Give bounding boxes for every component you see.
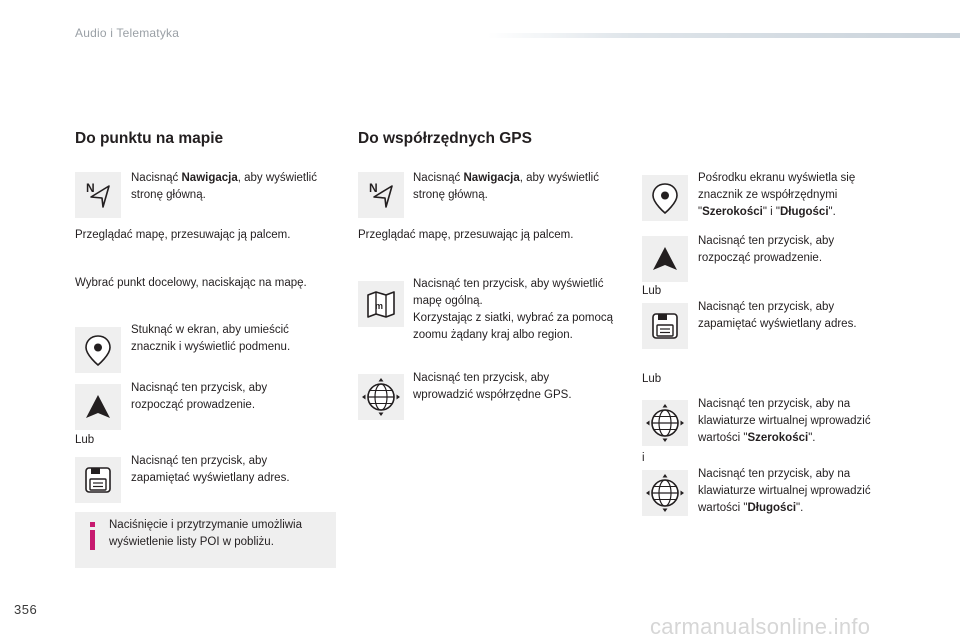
- map-pin-icon: [75, 327, 121, 373]
- info-note: [75, 512, 336, 568]
- left-browse-text: Przeglądać mapę, przesuwając ją palcem.: [75, 229, 291, 241]
- section-title-map-point: Do punktu na mapie: [75, 130, 224, 147]
- watermark: carmanualsonline.info: [650, 614, 871, 639]
- right-latitude-text: Nacisnąć ten przycisk, aby na klawiaturze wirtualnej wprowadzić wartości "Szerokości".: [698, 398, 871, 444]
- middle-browse-text: Przeglądać mapę, przesuwając ją palcem.: [358, 229, 574, 241]
- right-longitude-text: Nacisnąć ten przycisk, aby na klawiaturze wirtualnej wprowadzić wartości "Długości".: [698, 468, 871, 514]
- right-save-text: Nacisnąć ten przycisk, aby zapamiętać wyświetlany adres.: [698, 301, 857, 330]
- middle-step-navigation-text: Nacisnąć Nawigacja, aby wyświetlić stronę główną.: [413, 172, 599, 201]
- svg-text:N: N: [369, 181, 378, 195]
- right-or-text-2: Lub: [642, 373, 662, 385]
- info-note-text: Naciśnięcie i przytrzymanie umożliwia wyświetlenie listy POI w pobliżu.: [109, 519, 303, 548]
- left-select-text: Wybrać punkt docelowy, naciskając na mapę.: [75, 277, 307, 289]
- info-icon: [90, 522, 95, 550]
- left-or-text: Lub: [75, 434, 95, 446]
- right-marker-text: Pośrodku ekranu wyświetla się znacznik ze współrzędnymi "Szerokości" i "Długości".: [698, 172, 856, 218]
- svg-text:N: N: [86, 181, 95, 195]
- map-pin-icon: [642, 175, 688, 221]
- page-number: 356: [14, 602, 38, 617]
- left-save-text: Nacisnąć ten przycisk, aby zapamiętać wyświetlany adres.: [131, 455, 290, 484]
- navigation-icon: [358, 172, 404, 218]
- start-guidance-icon: [75, 384, 121, 430]
- header-divider: [488, 33, 960, 38]
- right-and-text: i: [642, 452, 645, 464]
- section-title-gps: Do współrzędnych GPS: [358, 130, 532, 147]
- navigation-icon: [75, 172, 121, 218]
- header-title: Audio i Telematyka: [75, 26, 180, 40]
- middle-overview-line1: Nacisnąć ten przycisk, aby wyświetlić mapę ogólną.: [413, 278, 604, 307]
- world-map-icon: [358, 281, 404, 327]
- svg-text:m: m: [375, 301, 384, 311]
- left-tap-text: Stuknąć w ekran, aby umieścić znacznik i wyświetlić podmenu.: [131, 324, 291, 353]
- middle-gps-text: Nacisnąć ten przycisk, aby wprowadzić współrzędne GPS.: [413, 372, 572, 401]
- start-guidance-icon: [642, 236, 688, 282]
- right-or-text-1: Lub: [642, 285, 662, 297]
- middle-overview-line2: Korzystając z siatki, wybrać za pomocą zoomu żądany kraj albo region.: [413, 312, 614, 341]
- globe-icon: [642, 470, 688, 516]
- globe-icon: [642, 400, 688, 446]
- left-start-text: Nacisnąć ten przycisk, aby rozpocząć prowadzenie.: [131, 382, 268, 411]
- middle-overview-text: [413, 276, 625, 344]
- save-icon: [642, 303, 688, 349]
- save-icon: [75, 457, 121, 503]
- globe-icon: [358, 374, 404, 420]
- left-step-navigation-text: Nacisnąć Nawigacja, aby wyświetlić stronę główną.: [131, 172, 317, 201]
- right-start-text: Nacisnąć ten przycisk, aby rozpocząć prowadzenie.: [698, 235, 835, 264]
